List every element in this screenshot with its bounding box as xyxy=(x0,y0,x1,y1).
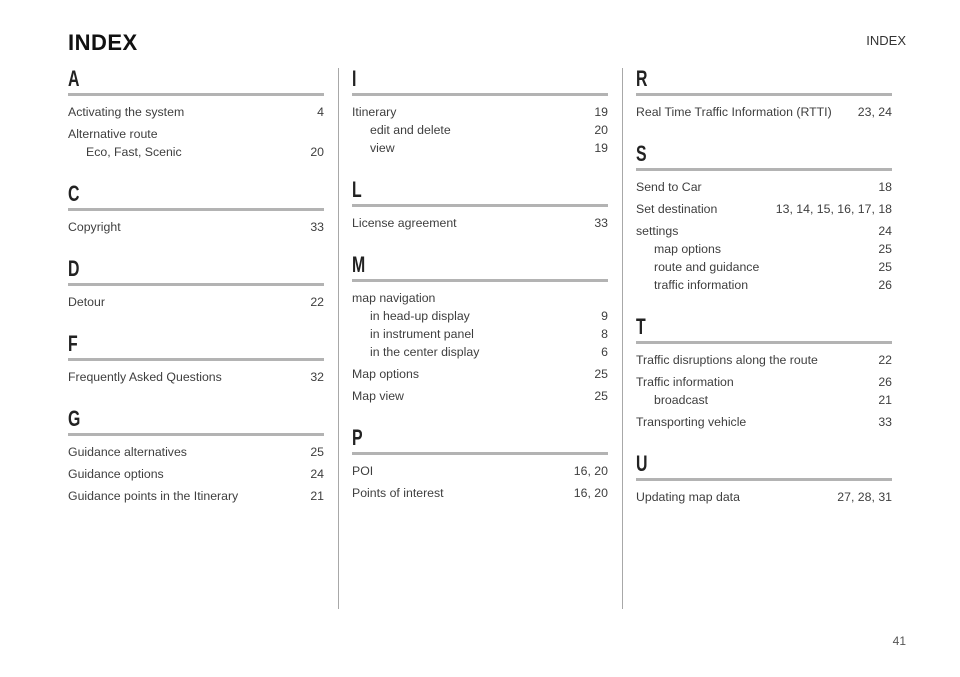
entry-term: Itinerary xyxy=(352,105,397,119)
entry-pages: 26 xyxy=(878,375,892,389)
index-subentry xyxy=(352,325,608,343)
entry-term: broadcast xyxy=(654,393,709,407)
entry-term: in the center display xyxy=(370,345,480,359)
index-subentry xyxy=(636,391,892,409)
index-column-1 xyxy=(68,66,324,525)
entry-pages: 16, 20 xyxy=(573,486,608,500)
entry-term: Guidance alternatives xyxy=(68,445,187,459)
index-section-a xyxy=(68,66,324,161)
entry-term: License agreement xyxy=(352,216,457,230)
index-entry xyxy=(68,368,324,386)
entry-pages: 23, 24 xyxy=(857,105,892,119)
section-rule xyxy=(636,168,892,171)
entry-term: view xyxy=(370,141,395,155)
entry-term: Map view xyxy=(352,389,404,403)
entry-term: Guidance options xyxy=(68,467,164,481)
entry-term: POI xyxy=(352,464,374,478)
entry-term: Alternative route xyxy=(68,127,158,141)
section-rule xyxy=(636,478,892,481)
index-entry xyxy=(68,293,324,311)
index-entry xyxy=(68,125,324,143)
section-letter: A xyxy=(68,66,80,91)
entry-term: Set destination xyxy=(636,202,718,216)
entry-pages: 6 xyxy=(601,345,608,359)
entry-pages: 9 xyxy=(601,309,608,323)
entry-pages: 26 xyxy=(878,278,892,292)
index-entry xyxy=(352,365,608,383)
section-letter: I xyxy=(352,66,357,91)
index-entry xyxy=(636,222,892,240)
page-number: 41 xyxy=(892,634,906,648)
section-rule xyxy=(68,433,324,436)
entry-pages: 13, 14, 15, 16, 17, 18 xyxy=(775,202,892,216)
index-column-3 xyxy=(636,66,892,526)
entry-term: Frequently Asked Questions xyxy=(68,370,222,384)
index-section-l xyxy=(352,177,608,232)
index-subentry xyxy=(352,139,608,157)
entry-pages: 25 xyxy=(878,260,892,274)
index-entry xyxy=(636,413,892,431)
section-rule xyxy=(352,93,608,96)
entry-pages: 24 xyxy=(310,467,324,481)
section-letter: R xyxy=(636,66,648,91)
entry-term: Eco, Fast, Scenic xyxy=(86,145,182,159)
index-entry xyxy=(636,178,892,196)
section-rule xyxy=(636,93,892,96)
entry-pages: 25 xyxy=(310,445,324,459)
page-title: INDEX xyxy=(68,30,138,55)
index-entry xyxy=(68,218,324,236)
entry-pages: 25 xyxy=(594,389,608,403)
section-rule xyxy=(68,208,324,211)
entry-pages: 20 xyxy=(310,145,324,159)
entry-term: Activating the system xyxy=(68,105,185,119)
entry-pages: 25 xyxy=(594,367,608,381)
index-subentry xyxy=(352,121,608,139)
section-rule xyxy=(68,283,324,286)
entry-term: in instrument panel xyxy=(370,327,474,341)
index-entry xyxy=(636,351,892,369)
entry-pages: 33 xyxy=(310,220,324,234)
entry-term: Send to Car xyxy=(636,180,702,194)
index-entry xyxy=(636,103,892,121)
index-entry xyxy=(352,214,608,232)
entry-pages: 33 xyxy=(594,216,608,230)
entry-term: Transporting vehicle xyxy=(636,415,747,429)
index-section-u xyxy=(636,451,892,506)
entry-term: Points of interest xyxy=(352,486,444,500)
section-letter: S xyxy=(636,141,647,166)
index-subentry xyxy=(636,258,892,276)
entry-pages: 20 xyxy=(594,123,608,137)
index-section-r xyxy=(636,66,892,121)
index-entry xyxy=(636,200,892,218)
section-letter: T xyxy=(636,314,646,339)
section-rule xyxy=(68,358,324,361)
entry-term: map navigation xyxy=(352,291,436,305)
index-section-t xyxy=(636,314,892,431)
section-rule xyxy=(352,279,608,282)
entry-pages: 19 xyxy=(594,105,608,119)
entry-term: in head-up display xyxy=(370,309,470,323)
entry-term: settings xyxy=(636,224,679,238)
section-letter: D xyxy=(68,256,80,281)
entry-pages: 19 xyxy=(594,141,608,155)
section-letter: F xyxy=(68,331,78,356)
index-section-c xyxy=(68,181,324,236)
index-subentry xyxy=(636,240,892,258)
entry-term: Guidance points in the Itinerary xyxy=(68,489,239,503)
index-section-f xyxy=(68,331,324,386)
entry-pages: 21 xyxy=(878,393,892,407)
entry-pages: 21 xyxy=(310,489,324,503)
entry-term: Traffic information xyxy=(636,375,734,389)
entry-pages: 24 xyxy=(878,224,892,238)
section-rule xyxy=(636,341,892,344)
index-entry xyxy=(68,487,324,505)
entry-pages: 16, 20 xyxy=(573,464,608,478)
section-letter: P xyxy=(352,425,363,450)
entry-pages: 8 xyxy=(601,327,608,341)
running-header: INDEX xyxy=(866,33,906,48)
index-entry xyxy=(352,387,608,405)
index-entry xyxy=(68,103,324,121)
index-columns xyxy=(0,66,960,611)
entry-term: Updating map data xyxy=(636,490,740,504)
index-section-d xyxy=(68,256,324,311)
entry-term: Traffic disruptions along the route xyxy=(636,353,818,367)
index-entry xyxy=(352,484,608,502)
index-subentry xyxy=(68,143,324,161)
index-entry xyxy=(68,443,324,461)
entry-pages: 22 xyxy=(310,295,324,309)
entry-term: edit and delete xyxy=(370,123,451,137)
index-section-m xyxy=(352,252,608,405)
index-subentry xyxy=(352,343,608,361)
entry-term: route and guidance xyxy=(654,260,760,274)
entry-pages: 25 xyxy=(878,242,892,256)
entry-pages: 22 xyxy=(878,353,892,367)
index-section-p xyxy=(352,425,608,502)
index-entry xyxy=(68,465,324,483)
index-section-i xyxy=(352,66,608,157)
index-entry xyxy=(636,488,892,506)
section-letter: U xyxy=(636,451,648,476)
entry-term: traffic information xyxy=(654,278,749,292)
entry-pages: 27, 28, 31 xyxy=(837,490,892,504)
index-subentry xyxy=(352,307,608,325)
entry-term: Map options xyxy=(352,367,419,381)
section-letter: L xyxy=(352,177,362,202)
index-section-s xyxy=(636,141,892,294)
section-rule xyxy=(352,452,608,455)
section-letter: G xyxy=(68,406,81,431)
index-subentry xyxy=(636,276,892,294)
section-rule xyxy=(68,93,324,96)
entry-pages: 18 xyxy=(878,180,892,194)
section-letter: M xyxy=(352,252,366,277)
index-entry xyxy=(352,462,608,480)
entry-term: map options xyxy=(654,242,721,256)
entry-pages: 4 xyxy=(317,105,324,119)
entry-term: Detour xyxy=(68,295,105,309)
section-rule xyxy=(352,204,608,207)
entry-term: Copyright xyxy=(68,220,121,234)
index-entry xyxy=(352,103,608,121)
index-entry xyxy=(636,373,892,391)
index-section-g xyxy=(68,406,324,505)
entry-pages: 32 xyxy=(310,370,324,384)
index-column-2 xyxy=(352,66,608,522)
index-entry xyxy=(352,289,608,307)
entry-term: Real Time Traffic Information (RTTI) xyxy=(636,105,832,119)
section-letter: C xyxy=(68,181,80,206)
entry-pages: 33 xyxy=(878,415,892,429)
